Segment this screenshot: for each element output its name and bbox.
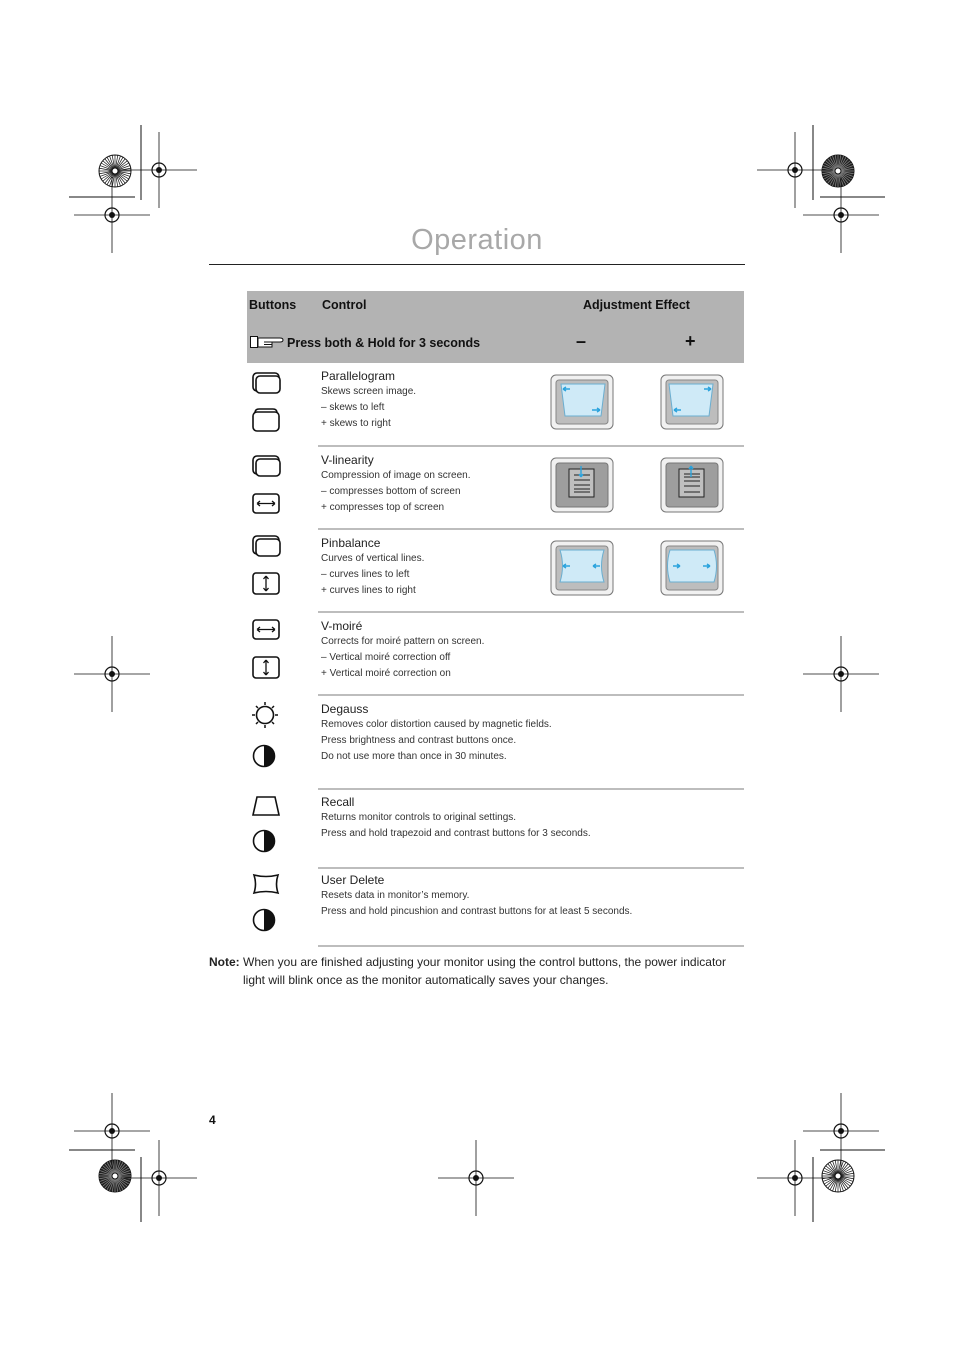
vlinearity-minus-illustration	[550, 457, 614, 513]
control-name: V-linearity	[321, 453, 374, 467]
header-buttons: Buttons	[249, 298, 297, 312]
table-row	[247, 696, 744, 790]
hand-pointer-icon	[250, 334, 284, 350]
table-row	[247, 363, 744, 447]
control-desc: Returns monitor controls to original settings.	[321, 812, 517, 823]
control-desc: Compression of image on screen.	[321, 470, 471, 481]
table-header	[247, 291, 744, 363]
header-control: Control	[322, 298, 367, 312]
pinbalance-plus-illustration	[660, 540, 724, 596]
contrast-icon	[252, 907, 278, 933]
screen-position-icon	[252, 535, 282, 557]
crosshair-mark	[803, 1093, 879, 1169]
crosshair-mark	[438, 1140, 514, 1216]
contrast-icon	[252, 743, 278, 769]
control-minus: – compresses bottom of screen	[321, 486, 461, 497]
starburst-mark	[822, 1160, 854, 1192]
control-minus: – curves lines to left	[321, 569, 410, 580]
pinbalance-minus-illustration	[550, 540, 614, 596]
control-name: Parallelogram	[321, 369, 396, 383]
plus-label: +	[685, 331, 696, 351]
table-row	[247, 530, 744, 613]
title-rule	[209, 264, 745, 265]
control-desc: Removes color distortion caused by magnetic fields.	[321, 719, 552, 730]
crosshair-mark	[121, 1140, 197, 1216]
table-row	[247, 613, 744, 696]
control-caution: Do not use more than once in 30 minutes.	[321, 751, 507, 762]
table-row	[247, 790, 744, 869]
control-minus: – skews to left	[321, 402, 385, 413]
note-text: When you are finished adjusting your monitor using the control buttons, the power indicator light will blink once as the monitor automatically saves your changes.	[243, 955, 726, 987]
row-divider	[318, 945, 744, 947]
control-name: User Delete	[321, 873, 385, 887]
crosshair-mark	[74, 1093, 150, 1169]
parallelogram-plus-illustration	[660, 374, 724, 430]
table-row	[247, 447, 744, 530]
horizontal-arrow-icon	[252, 493, 282, 515]
minus-label: –	[576, 331, 587, 351]
control-desc: Skews screen image.	[321, 386, 417, 397]
page-title: Operation	[411, 224, 543, 256]
starburst-mark	[99, 1160, 131, 1192]
control-instruction: Press brightness and contrast buttons once.	[321, 735, 517, 746]
control-plus: + compresses top of screen	[321, 502, 445, 513]
page-number: 4	[209, 1113, 216, 1127]
vertical-arrow-icon	[252, 656, 282, 680]
control-name: Recall	[321, 795, 355, 809]
crosshair-mark	[803, 636, 879, 712]
horizontal-arrow-icon	[252, 619, 282, 641]
crosshair-mark	[74, 177, 150, 253]
note-label: Note:	[209, 955, 240, 969]
crosshair-mark	[757, 1140, 833, 1216]
control-plus: + skews to right	[321, 418, 391, 429]
parallelogram-minus-illustration	[550, 374, 614, 430]
control-desc: Curves of vertical lines.	[321, 553, 425, 564]
control-name: Pinbalance	[321, 536, 381, 550]
note	[209, 953, 749, 989]
control-desc: Resets data in monitor’s memory.	[321, 890, 470, 901]
contrast-icon	[252, 828, 278, 854]
control-instruction: Press and hold pincushion and contrast buttons for at least 5 seconds.	[321, 906, 633, 917]
starburst-mark	[99, 155, 131, 187]
screen-position-icon	[252, 372, 282, 394]
control-instruction: Press and hold trapezoid and contrast buttons for 3 seconds.	[321, 828, 591, 839]
control-desc: Corrects for moiré pattern on screen.	[321, 636, 485, 647]
pincushion-icon	[252, 873, 282, 895]
brightness-icon	[252, 700, 280, 730]
header-adjustment-effect: Adjustment Effect	[583, 298, 690, 312]
control-plus: + curves lines to right	[321, 585, 416, 596]
control-plus: + Vertical moiré correction on	[321, 668, 451, 679]
crosshair-mark	[74, 636, 150, 712]
control-name: Degauss	[321, 702, 369, 716]
control-name: V-moiré	[321, 619, 363, 633]
screen-position-icon	[252, 455, 282, 477]
control-minus: – Vertical moiré correction off	[321, 652, 451, 663]
trapezoid-icon	[252, 795, 282, 817]
header-press-hold: Press both & Hold for 3 seconds	[287, 336, 481, 350]
vlinearity-plus-illustration	[660, 457, 724, 513]
starburst-mark	[822, 155, 854, 187]
table-row	[247, 869, 744, 948]
crosshair-mark	[803, 177, 879, 253]
vertical-arrow-icon	[252, 572, 282, 596]
screen-size-icon	[252, 408, 282, 432]
